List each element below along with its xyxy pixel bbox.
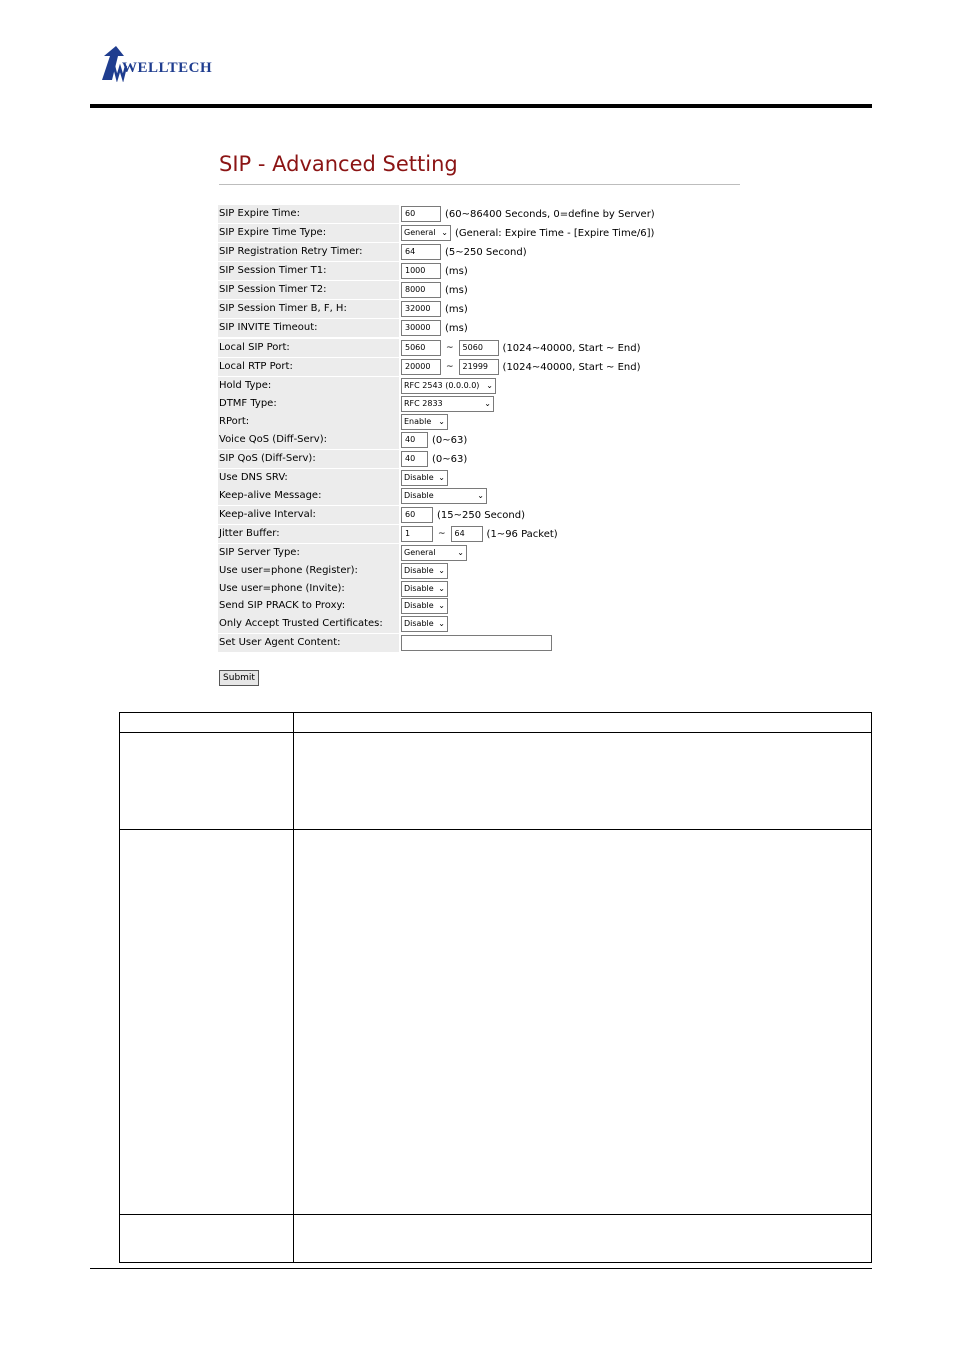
chevron-down-icon: ⌄	[438, 601, 445, 610]
range-separator: ~	[446, 343, 454, 353]
use-dns-srv-select[interactable]	[401, 470, 448, 486]
title-divider	[219, 184, 740, 185]
keep-alive-interval-input[interactable]: 60	[401, 507, 433, 523]
field-label: SIP INVITE Timeout:	[218, 319, 399, 337]
select-value: Disable	[404, 566, 434, 575]
sip-server-type-select[interactable]	[401, 545, 467, 561]
session-timer-t1-input[interactable]: 1000	[401, 263, 441, 279]
field-label: Only Accept Trusted Certificates:	[218, 615, 399, 633]
jitter-buffer-min-input[interactable]: 1	[401, 526, 433, 542]
sip-expire-time-type-select[interactable]	[401, 225, 451, 241]
range-separator: ~	[446, 362, 454, 372]
sip-qos-input[interactable]: 40	[401, 451, 428, 467]
chevron-down-icon: ⌄	[438, 566, 445, 575]
field-label: Local SIP Port:	[218, 339, 399, 357]
row-user-phone-invite	[218, 580, 738, 598]
field-label: DTMF Type:	[218, 395, 399, 413]
row-sip-session-timer-bfh	[218, 300, 738, 318]
field-label: SIP Server Type:	[218, 544, 399, 562]
row-sip-qos	[218, 450, 738, 468]
field-hint: (60~86400 Seconds, 0=define by Server)	[445, 208, 655, 220]
field-label: SIP Expire Time Type:	[218, 224, 399, 242]
chevron-down-icon: ⌄	[477, 491, 484, 500]
local-rtp-port-start-input[interactable]: 20000	[401, 359, 441, 375]
field-label: Keep-alive Interval:	[218, 506, 399, 524]
field-hint: (1024~40000, Start ~ End)	[502, 361, 641, 373]
field-label: Voice QoS (Diff-Serv):	[218, 431, 399, 449]
row-sip-session-timer-t2	[218, 281, 738, 299]
row-keep-alive-message	[218, 487, 738, 505]
field-label: Use user=phone (Register):	[218, 562, 399, 580]
user-agent-content-input[interactable]	[401, 635, 552, 651]
invite-timeout-input[interactable]: 30000	[401, 320, 441, 336]
row-trusted-certificates	[218, 615, 738, 633]
field-label: Set User Agent Content:	[218, 634, 399, 652]
row-local-sip-port	[218, 339, 738, 357]
chevron-down-icon: ⌄	[438, 584, 445, 593]
field-label: SIP Session Timer T1:	[218, 262, 399, 280]
chevron-down-icon: ⌄	[457, 548, 464, 557]
field-hint: (1~96 Packet)	[486, 528, 558, 540]
local-sip-port-end-input[interactable]: 5060	[459, 340, 499, 356]
footer-rule	[90, 1268, 872, 1269]
range-separator: ~	[438, 529, 446, 539]
field-hint: (0~63)	[432, 434, 468, 446]
select-value: Disable	[404, 584, 434, 593]
row-voice-qos	[218, 431, 738, 449]
field-hint: (ms)	[445, 303, 468, 315]
row-send-sip-prack	[218, 597, 738, 615]
local-rtp-port-end-input[interactable]: 21999	[459, 359, 499, 375]
user-phone-invite-select[interactable]	[401, 581, 448, 597]
row-rport	[218, 413, 738, 431]
row-sip-invite-timeout	[218, 319, 738, 337]
row-hold-type	[218, 377, 738, 395]
row-sip-expire-time	[218, 205, 738, 223]
send-sip-prack-select[interactable]	[401, 598, 448, 614]
trusted-certificates-select[interactable]	[401, 616, 448, 632]
field-label: SIP Registration Retry Timer:	[218, 243, 399, 261]
row-user-phone-register	[218, 562, 738, 580]
row-user-agent-content	[218, 634, 738, 652]
field-hint: (General: Expire Time - [Expire Time/6])	[455, 227, 655, 239]
table-row-divider	[120, 829, 871, 830]
field-label: Send SIP PRACK to Proxy:	[218, 597, 399, 615]
logo-wordmark: WELLTECH	[122, 60, 213, 76]
keep-alive-message-select[interactable]	[401, 488, 487, 504]
chevron-down-icon: ⌄	[438, 619, 445, 628]
submit-button[interactable]: Submit	[219, 670, 259, 686]
session-timer-t2-input[interactable]: 8000	[401, 282, 441, 298]
row-dtmf-type	[218, 395, 738, 413]
field-label: Use DNS SRV:	[218, 469, 399, 487]
field-label: SIP Session Timer B, F, H:	[218, 300, 399, 318]
select-value: Disable	[404, 491, 434, 500]
select-value: Disable	[404, 601, 434, 610]
voice-qos-input[interactable]: 40	[401, 432, 428, 448]
table-column-divider	[293, 713, 294, 1262]
chevron-down-icon: ⌄	[441, 228, 448, 237]
user-phone-register-select[interactable]	[401, 563, 448, 579]
table-row-divider	[120, 1214, 871, 1215]
row-sip-server-type	[218, 544, 738, 562]
local-sip-port-start-input[interactable]: 5060	[401, 340, 441, 356]
field-label: SIP Expire Time:	[218, 205, 399, 223]
field-hint: (0~63)	[432, 453, 468, 465]
sip-expire-time-input[interactable]: 60	[401, 206, 441, 222]
select-value: General	[404, 228, 436, 237]
chevron-down-icon: ⌄	[486, 381, 493, 390]
row-local-rtp-port	[218, 358, 738, 376]
select-value: Enable	[404, 417, 432, 426]
chevron-down-icon: ⌄	[438, 473, 445, 482]
rport-select[interactable]	[401, 414, 448, 430]
field-label: Jitter Buffer:	[218, 525, 399, 543]
field-hint: (5~250 Second)	[445, 246, 527, 258]
field-label: SIP Session Timer T2:	[218, 281, 399, 299]
chevron-down-icon: ⌄	[484, 399, 491, 408]
row-jitter-buffer	[218, 525, 738, 543]
select-value: Disable	[404, 473, 434, 482]
session-timer-bfh-input[interactable]: 32000	[401, 301, 441, 317]
field-label: SIP QoS (Diff-Serv):	[218, 450, 399, 468]
hold-type-select[interactable]	[401, 378, 496, 394]
field-hint: (15~250 Second)	[437, 509, 525, 521]
header-rule	[90, 104, 872, 108]
table-row-divider	[120, 732, 871, 733]
select-value: Disable	[404, 619, 434, 628]
field-label: RPort:	[218, 413, 399, 431]
registration-retry-timer-input[interactable]: 64	[401, 244, 441, 260]
select-value: RFC 2833	[404, 399, 443, 408]
field-label: Keep-alive Message:	[218, 487, 399, 505]
field-hint: (1024~40000, Start ~ End)	[502, 342, 641, 354]
row-use-dns-srv	[218, 469, 738, 487]
field-label: Hold Type:	[218, 377, 399, 395]
field-label: Use user=phone (Invite):	[218, 580, 399, 598]
field-hint: (ms)	[445, 284, 468, 296]
select-value: RFC 2543 (0.0.0.0)	[404, 381, 480, 390]
chevron-down-icon: ⌄	[438, 417, 445, 426]
select-value: General	[404, 548, 436, 557]
field-hint: (ms)	[445, 322, 468, 334]
row-sip-expire-time-type	[218, 224, 738, 242]
description-table	[119, 712, 872, 1263]
field-hint: (ms)	[445, 265, 468, 277]
dtmf-type-select[interactable]	[401, 396, 494, 412]
row-sip-registration-retry-timer	[218, 243, 738, 261]
row-sip-session-timer-t1	[218, 262, 738, 280]
jitter-buffer-max-input[interactable]: 64	[451, 526, 483, 542]
field-label: Local RTP Port:	[218, 358, 399, 376]
row-keep-alive-interval	[218, 506, 738, 524]
page-title: SIP - Advanced Setting	[219, 152, 458, 176]
